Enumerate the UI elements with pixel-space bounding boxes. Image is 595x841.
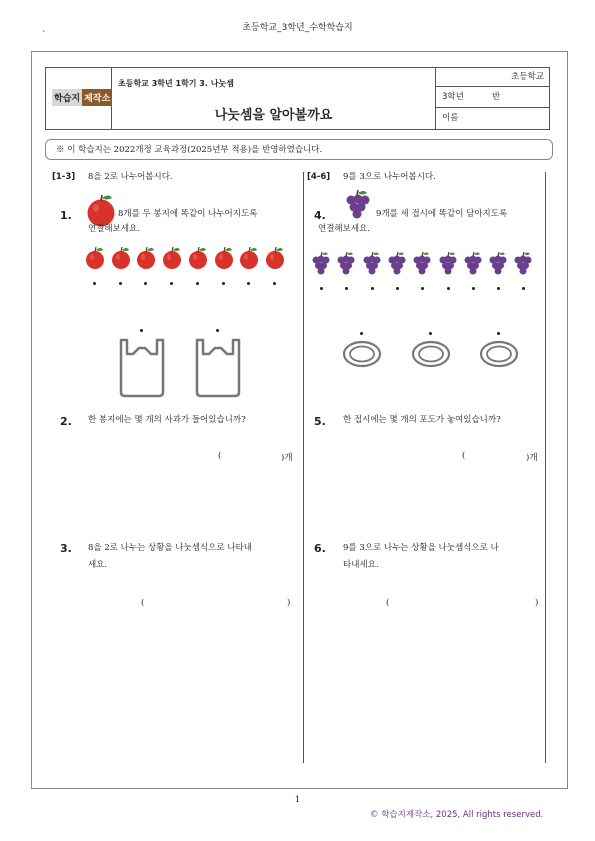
- logo: [52, 89, 112, 106]
- curriculum-notice: ※ 이 학습지는 2022개정 교육과정(2025년부 적용)을 반영하였습니다.: [45, 139, 553, 160]
- apple-icon: [161, 246, 183, 270]
- q2-answer-open: (: [218, 451, 222, 461]
- apple-icon: [264, 246, 286, 270]
- grade-label: 3학년: [442, 92, 464, 102]
- column-divider: [303, 172, 304, 763]
- grape-dot: [320, 287, 323, 290]
- grape-icon: [488, 251, 508, 277]
- grape-icon: [336, 251, 356, 277]
- q6-line1: 9를 3으로 나누는 상황을 나눗셈식으로 나: [343, 543, 499, 553]
- q5-answer-open: (: [462, 451, 466, 461]
- q6-line2: 타내세요.: [343, 560, 379, 570]
- q3-answer-close: ): [287, 598, 291, 608]
- left-range-text: 8을 2로 나누어봅시다.: [88, 172, 173, 182]
- class-label: 반: [492, 92, 501, 102]
- bag-icon: [191, 336, 245, 400]
- apple-icon: [238, 246, 260, 270]
- apple-dot: [273, 282, 276, 285]
- grade-row: [436, 87, 550, 108]
- grape-icon: [513, 251, 533, 277]
- logo-part1: 학습지: [52, 89, 82, 106]
- plate-icon: [342, 340, 382, 368]
- bag-dot: [216, 329, 219, 332]
- q3-line2: 세요.: [88, 560, 108, 570]
- grape-icon: [311, 251, 331, 277]
- left-range-label: [1-3]: [52, 172, 76, 182]
- school-label: 초등학교: [436, 67, 550, 87]
- q6-number: 6.: [314, 542, 326, 555]
- plate-dot: [497, 332, 500, 335]
- page-title: 초등학교_3학년_수학학습지: [242, 23, 353, 33]
- apple-dot: [196, 282, 199, 285]
- unit-label: 초등학교 3학년 1학기 3. 나눗셈: [118, 79, 234, 88]
- apple-dot: [93, 282, 96, 285]
- logo-part2: 제작소: [82, 89, 112, 106]
- q6-answer-close: ): [535, 598, 539, 608]
- grape-icon: [438, 251, 458, 277]
- apple-icon: [187, 246, 209, 270]
- q3-number: 3.: [60, 542, 72, 555]
- grape-icon: [362, 251, 382, 277]
- grape-icon: [387, 251, 407, 277]
- q4-line1: 9개를 세 접시에 똑같이 담아지도록: [376, 209, 508, 219]
- grape-icon: [463, 251, 483, 277]
- grape-dot: [447, 287, 450, 290]
- bag-icon: [115, 336, 169, 400]
- apple-icon: [110, 246, 132, 270]
- q1-number: 1.: [60, 209, 72, 222]
- page-number: 1: [294, 795, 301, 805]
- q3-line1: 8을 2로 나누는 상황을 나눗셈식으로 나타내: [88, 543, 252, 553]
- grape-dot: [472, 287, 475, 290]
- name-label: 이름: [442, 113, 459, 123]
- apple-dot: [222, 282, 225, 285]
- q1-line1: 8개를 두 봉지에 똑같이 나누어지도록: [118, 209, 258, 219]
- apple-dot: [119, 282, 122, 285]
- bag-dot: [140, 329, 143, 332]
- plate-dot: [429, 332, 432, 335]
- q1-line2: 연결해보세요.: [88, 224, 140, 234]
- q2-answer-close: )개: [281, 453, 293, 463]
- q5-number: 5.: [314, 415, 326, 428]
- q4-number: 4.: [314, 209, 326, 222]
- grape-dot: [371, 287, 374, 290]
- grape-icon: [344, 189, 370, 225]
- grape-icon: [412, 251, 432, 277]
- plate-dot: [360, 332, 363, 335]
- student-info: [435, 67, 550, 130]
- q6-answer-open: (: [386, 598, 390, 608]
- apple-icon: [135, 246, 157, 270]
- apple-icon: [84, 246, 106, 270]
- copyright: © 학습지제작소, 2025, All rights reserved.: [370, 810, 544, 820]
- q3-answer-open: (: [141, 598, 145, 608]
- q5-answer-close: )개: [526, 453, 538, 463]
- plate-icon: [479, 340, 519, 368]
- apple-icon: [213, 246, 235, 270]
- grape-dot: [396, 287, 399, 290]
- lesson-title: 나눗셈을 알아볼까요: [214, 108, 333, 123]
- q5-text: 한 접시에는 몇 개의 포도가 놓여있습니까?: [343, 415, 501, 425]
- right-range-text: 9를 3으로 나누어봅시다.: [343, 172, 436, 182]
- plate-icon: [411, 340, 451, 368]
- right-margin-line: [545, 172, 546, 763]
- right-range-label: [4-6]: [307, 172, 331, 182]
- q4-line2: 연결해보세요.: [318, 224, 370, 234]
- stray-mark: `: [42, 30, 46, 39]
- q2-text: 한 봉지에는 몇 개의 사과가 들어있습니까?: [88, 415, 246, 425]
- q2-number: 2.: [60, 415, 72, 428]
